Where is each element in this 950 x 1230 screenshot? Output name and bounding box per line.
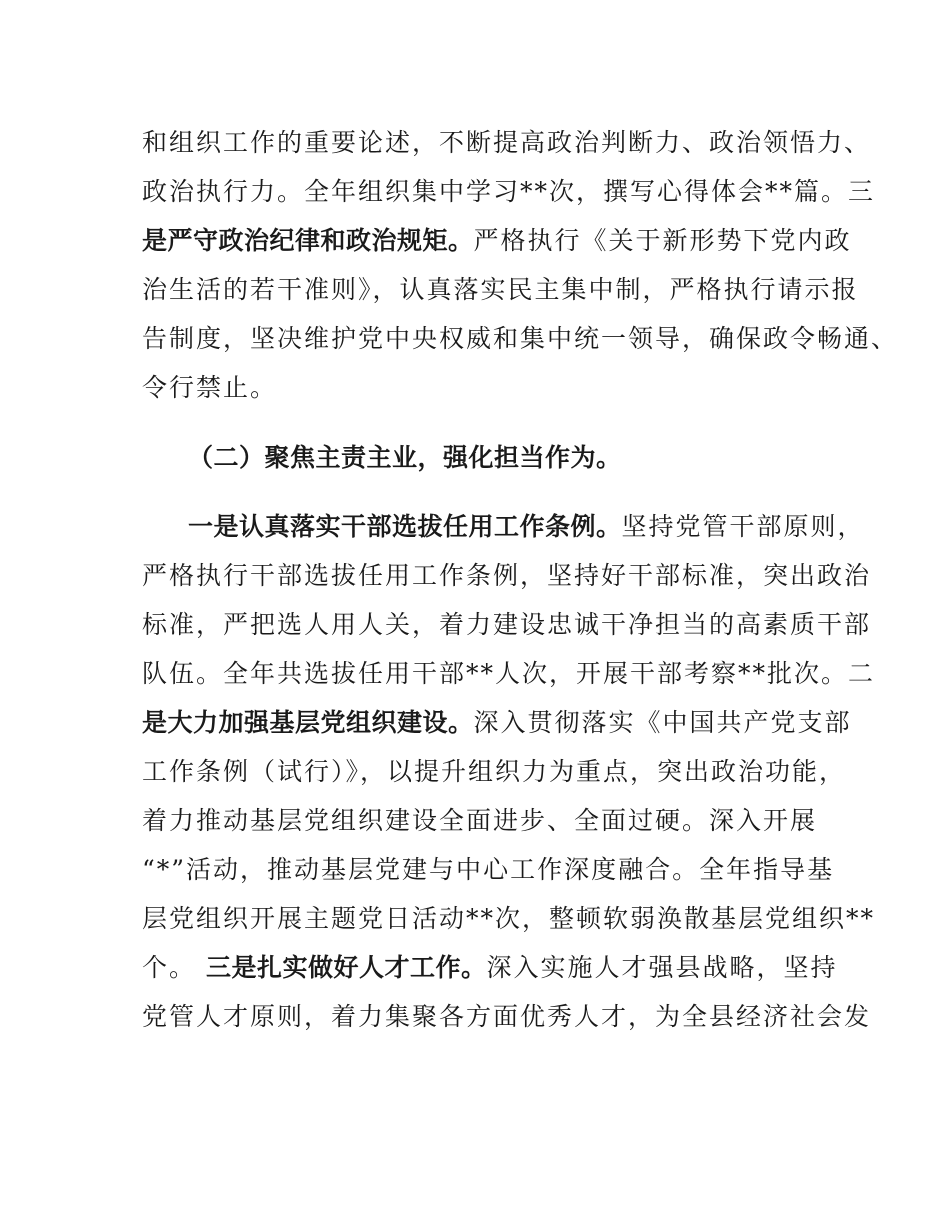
text-line [142, 953, 838, 983]
bold-lead: 是严守政治纪律和政治规矩。 [142, 226, 474, 255]
bold-lead: 三是扎实做好人才工作。 [205, 953, 487, 982]
text-line: 令行禁止。 [142, 373, 278, 402]
bold-lead: 一是认真落实干部选拔任用工作条例。 [188, 512, 622, 541]
text-line: 严格执行干部选拔任用工作条例，坚持好干部标准，突出政治 [142, 561, 872, 590]
section-heading: （二）聚焦主责主业，强化担当作为。 [188, 443, 622, 472]
text-line: 工作条例（试行）》，以提升组织力为重点，突出政治功能， [142, 757, 847, 786]
text-line: 治生活的若干准则》，认真落实民主集中制，严格执行请示报 [142, 275, 859, 304]
text-line: 队伍。全年共选拔任用干部**人次，开展干部考察**批次。二 [142, 659, 876, 688]
bold-lead: 是大力加强基层党组织建设。 [142, 708, 474, 737]
text-run: 坚持党管干部原则， [621, 512, 865, 541]
text-line: 党管人才原则，着力集聚各方面优秀人才，为全县经济社会发 [142, 1002, 872, 1031]
text-line: 着力推动基层党组织建设全面进步、全面过硬。深入开展 [142, 806, 818, 835]
text-line: 和组织工作的重要论述，不断提高政治判断力、政治领悟力、 [142, 128, 872, 157]
text-line [142, 226, 852, 256]
text-line: 告制度，坚决维护党中央权威和集中统一领导，确保政令畅通、 [142, 324, 899, 353]
text-line: 政治执行力。全年组织集中学习**次，撰写心得体会**篇。三 [142, 177, 876, 206]
text-line [188, 512, 865, 542]
text-run: 个。 [142, 953, 197, 982]
text-line: 层党组织开展主题党日活动**次，整顿软弱涣散基层党组织** [142, 904, 876, 933]
text-run: 深入实施人才强县战略，坚持 [486, 953, 838, 982]
text-line: 标准，严把选人用人关，着力建设忠诚干净担当的高素质干部 [142, 610, 872, 639]
text-run: 深入贯彻落实《中国共产党支部 [473, 708, 852, 737]
text-run: 严格执行《关于新形势下党内政 [473, 226, 852, 255]
text-line [142, 708, 852, 738]
text-line: “*”活动，推动基层党建与中心工作深度融合。全年指导基 [142, 855, 835, 884]
